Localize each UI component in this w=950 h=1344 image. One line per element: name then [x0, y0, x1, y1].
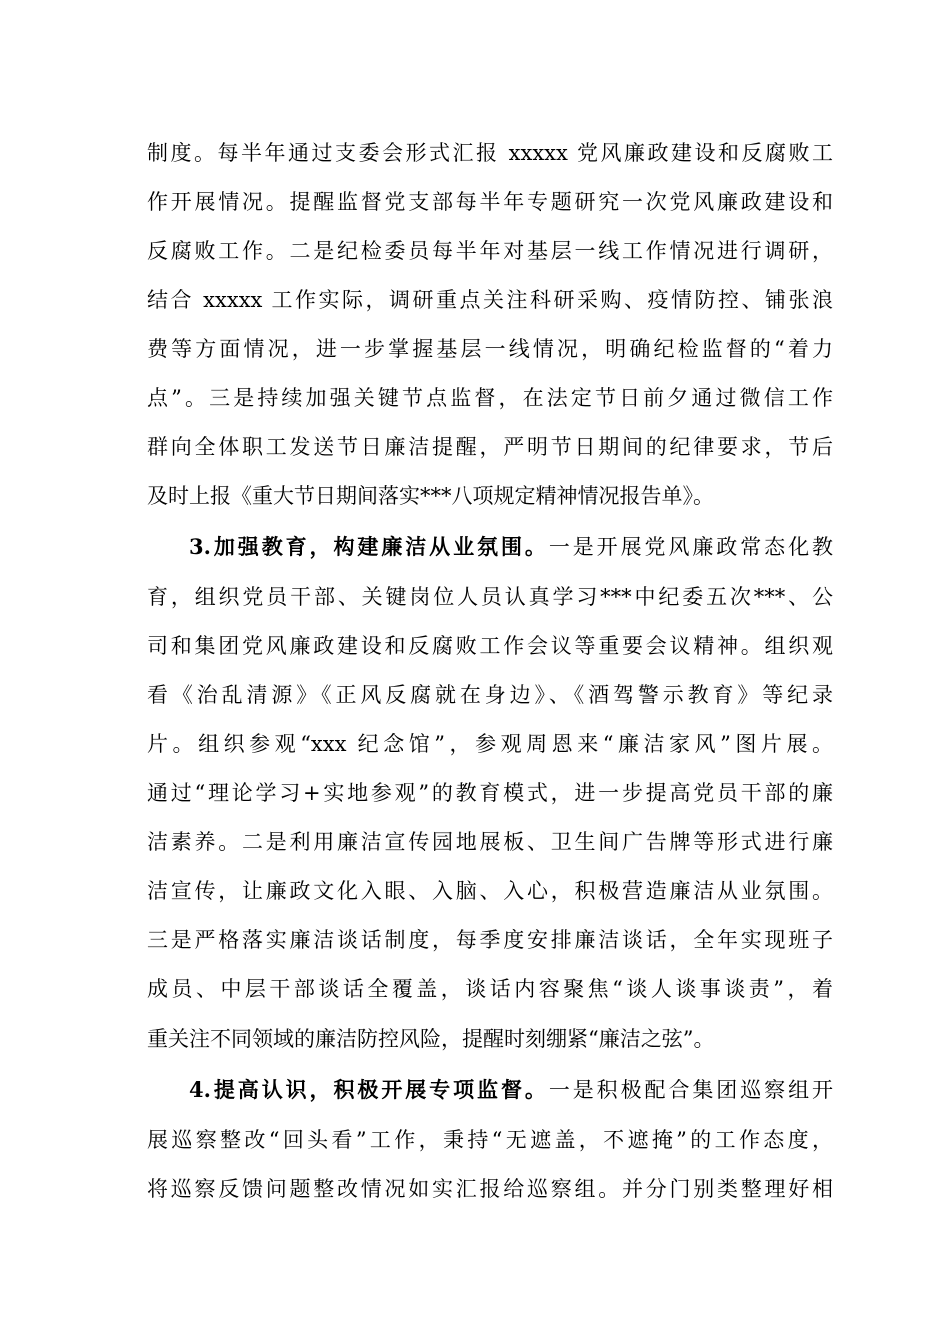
paragraph-2-line-2: 育，组织党员干部、关键岗位人员认真学习***中纪委五次***、公	[147, 585, 833, 609]
paragraph-2-line-4: 看《治乱清源》《正风反腐就在身边》、《酒驾警示教育》等纪录	[147, 683, 833, 707]
paragraph-1-line-2: 作开展情况。提醒监督党支部每半年专题研究一次党风廉政建设和	[147, 190, 833, 214]
section-4-heading: 4.提高认识，积极开展专项监督。	[189, 1077, 549, 1102]
paragraph-1-line-8: 及时上报《重大节日期间落实***八项规定精神情况报告单》。	[147, 484, 714, 508]
paragraph-3-line-2: 展巡察整改“回头看”工作，秉持“无遮盖，不遮掩”的工作态度，	[147, 1128, 833, 1152]
paragraph-3-line-3: 将巡察反馈问题整改情况如实汇报给巡察组。并分门别类整理好相	[147, 1177, 833, 1201]
paragraph-2-first-line	[189, 532, 833, 562]
paragraph-2-line-11: 重关注不同领域的廉洁防控风险，提醒时刻绷紧“廉洁之弦”。	[147, 1027, 715, 1051]
paragraph-2-line-7: 洁素养。二是利用廉洁宣传园地展板、卫生间广告牌等形式进行廉	[147, 830, 833, 854]
paragraph-1-line-4: 结合 xxxxx 工作实际，调研重点关注科研采购、疫情防控、铺张浪	[147, 288, 833, 312]
paragraph-3-first-text: 一是积极配合集团巡察组开	[548, 1078, 834, 1102]
paragraph-2-first-text: 一是开展党风廉政常态化教	[548, 535, 834, 559]
paragraph-1-line-3: 反腐败工作。二是纪检委员每半年对基层一线工作情况进行调研，	[147, 239, 833, 263]
paragraph-1-line-5: 费等方面情况，进一步掌握基层一线情况，明确纪检监督的“着力	[147, 337, 833, 361]
paragraph-2-line-10: 成员、中层干部谈话全覆盖，谈话内容聚焦“谈人谈事谈责”，着	[147, 977, 833, 1001]
paragraph-2-line-3: 司和集团党风廉政建设和反腐败工作会议等重要会议精神。组织观	[147, 634, 833, 658]
paragraph-1-line-7: 群向全体职工发送节日廉洁提醒，严明节日期间的纪律要求，节后	[147, 435, 833, 459]
paragraph-2-line-6: 通过“理论学习+实地参观”的教育模式，进一步提高党员干部的廉	[147, 781, 833, 805]
paragraph-1-line-1: 制度。每半年通过支委会形式汇报 xxxxx 党风廉政建设和反腐败工	[147, 141, 833, 165]
paragraph-2-line-8: 洁宣传，让廉政文化入眼、入脑、入心，积极营造廉洁从业氛围。	[147, 879, 833, 903]
paragraph-2-line-5: 片。组织参观“xxx 纪念馆”，参观周恩来“廉洁家风”图片展。	[147, 732, 833, 756]
paragraph-3-first-line	[189, 1075, 833, 1105]
paragraph-2-line-9: 三是严格落实廉洁谈话制度，每季度安排廉洁谈话，全年实现班子	[147, 928, 833, 952]
section-3-heading: 3.加强教育，构建廉洁从业氛围。	[189, 534, 549, 559]
paragraph-1-line-6: 点”。三是持续加强关键节点监督，在法定节日前夕通过微信工作	[147, 386, 833, 410]
